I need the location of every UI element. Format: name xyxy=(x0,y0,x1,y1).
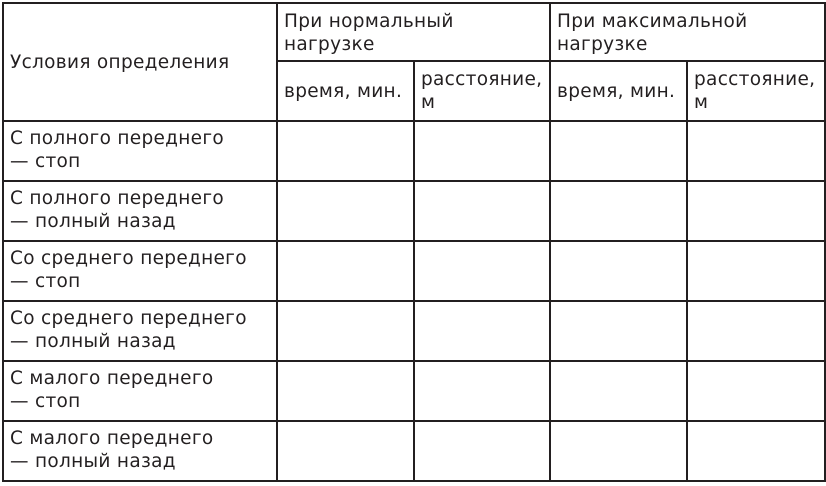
normal-time-cell xyxy=(277,421,414,481)
table-row xyxy=(3,121,825,181)
normal-time-cell xyxy=(277,241,414,301)
table-row xyxy=(3,181,825,241)
table-row xyxy=(3,301,825,361)
header-group-normal-load: При нормальный нагрузке xyxy=(277,3,550,61)
normal-time-cell xyxy=(277,121,414,181)
header-normal-time: время, мин. xyxy=(277,61,414,121)
normal-time-cell xyxy=(277,301,414,361)
normal-distance-cell xyxy=(414,421,550,481)
header-row-1 xyxy=(3,3,825,61)
normal-distance-cell xyxy=(414,181,550,241)
normal-distance-cell xyxy=(414,241,550,301)
table-row xyxy=(3,361,825,421)
table-row xyxy=(3,421,825,481)
max-distance-cell xyxy=(687,241,825,301)
max-distance-cell xyxy=(687,421,825,481)
normal-distance-cell xyxy=(414,301,550,361)
max-time-cell xyxy=(550,241,687,301)
max-time-cell xyxy=(550,421,687,481)
header-max-distance: расстояние, м xyxy=(687,61,825,121)
condition-cell: Со среднего переднего — полный назад xyxy=(3,301,277,361)
condition-cell: С малого переднего — стоп xyxy=(3,361,277,421)
normal-distance-cell xyxy=(414,361,550,421)
normal-time-cell xyxy=(277,361,414,421)
condition-cell: С малого переднего — полный назад xyxy=(3,421,277,481)
header-conditions: Условия определения xyxy=(3,3,277,121)
condition-cell: С полного переднего — стоп xyxy=(3,121,277,181)
header-group-max-load: При максимальной нагрузке xyxy=(550,3,825,61)
condition-cell: Со среднего переднего — стоп xyxy=(3,241,277,301)
normal-distance-cell xyxy=(414,121,550,181)
max-distance-cell xyxy=(687,181,825,241)
normal-time-cell xyxy=(277,181,414,241)
max-distance-cell xyxy=(687,361,825,421)
max-time-cell xyxy=(550,121,687,181)
max-time-cell xyxy=(550,181,687,241)
braking-distance-table xyxy=(2,2,826,482)
table-row xyxy=(3,241,825,301)
header-max-time: время, мин. xyxy=(550,61,687,121)
condition-cell: С полного переднего — полный назад xyxy=(3,181,277,241)
header-normal-distance: расстояние, м xyxy=(414,61,550,121)
max-distance-cell xyxy=(687,301,825,361)
max-time-cell xyxy=(550,361,687,421)
max-time-cell xyxy=(550,301,687,361)
max-distance-cell xyxy=(687,121,825,181)
